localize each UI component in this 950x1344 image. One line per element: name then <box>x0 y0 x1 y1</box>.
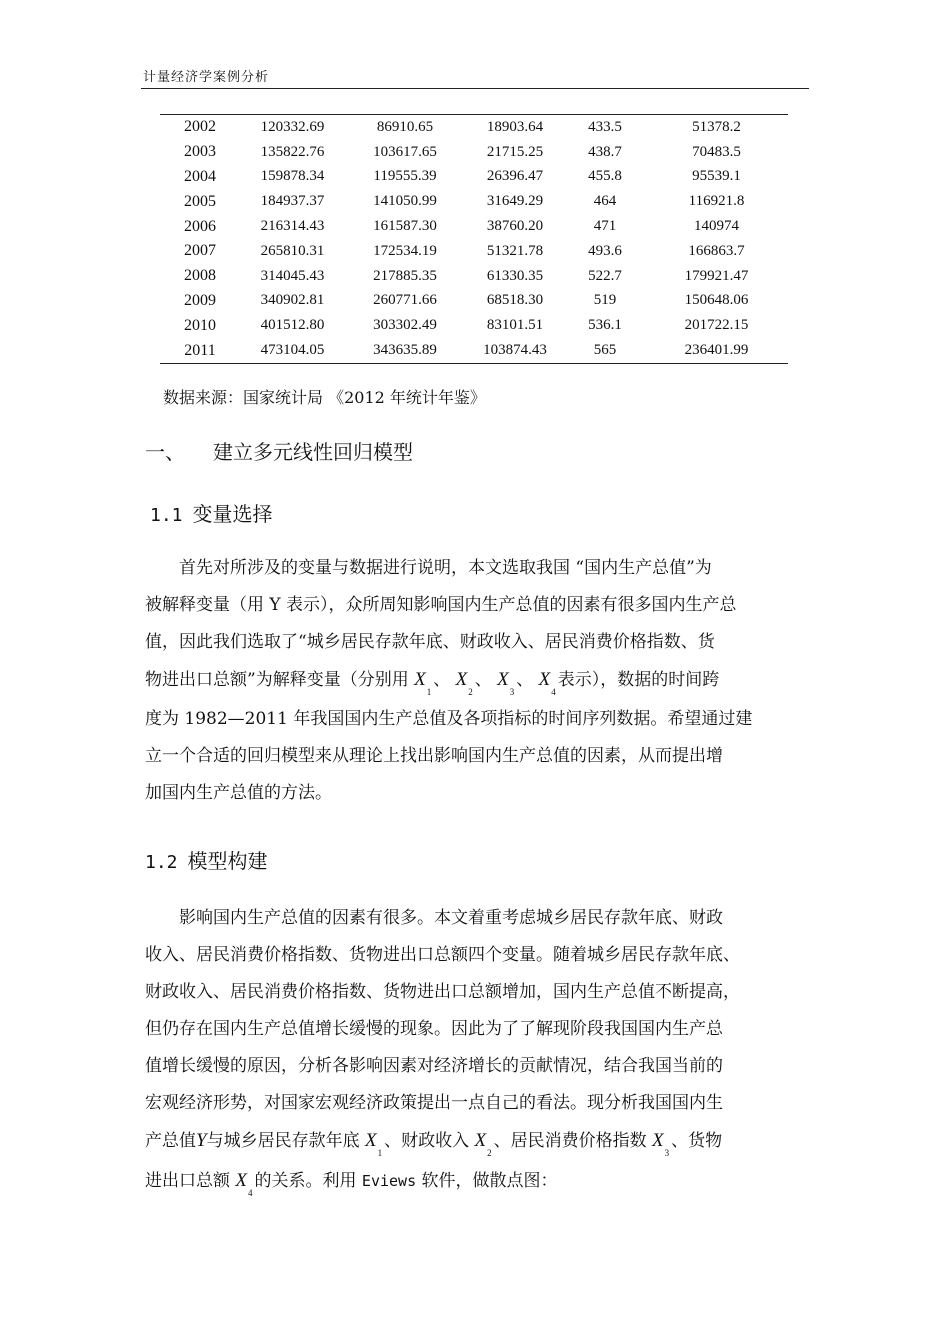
value-cell: 95539.1 <box>692 168 741 185</box>
value-cell: 120332.69 <box>260 118 325 135</box>
paragraph-line: 立一个合适的回归模型来从理论上找出影响国内生产总值的因素，从而提出增 <box>145 746 723 766</box>
year-cell: 2002 <box>184 118 216 136</box>
table-row <box>160 239 788 264</box>
table-row <box>160 214 788 239</box>
value-cell: 433.5 <box>588 118 622 135</box>
text-fragment: 进出口总额 <box>145 1171 230 1191</box>
value-cell: 38760.20 <box>486 218 544 235</box>
year-cell: 2005 <box>184 192 216 210</box>
running-header: 计量经济学案例分析 <box>143 70 270 85</box>
value-cell: 179921.47 <box>684 267 749 284</box>
text-fragment: 的关系。利用 <box>254 1171 357 1191</box>
variable-x: X <box>652 1130 664 1151</box>
paragraph-variable-selection <box>145 550 805 812</box>
value-cell: 565 <box>593 342 617 359</box>
year-cell: 2003 <box>184 143 216 161</box>
value-cell: 159878.34 <box>260 168 325 185</box>
value-cell: 103874.43 <box>483 342 547 359</box>
paragraph-model-construction <box>145 900 805 1202</box>
paragraph-line: 影响国内生产总值的因素有很多。本文着重考虑城乡居民存款年底、财政 <box>179 908 723 928</box>
table-row <box>160 289 788 314</box>
table-row <box>160 189 788 214</box>
value-cell: 473104.05 <box>260 342 325 359</box>
paragraph-line: 收入、居民消费价格指数、货物进出口总额四个变量。随着城乡居民存款年底、 <box>145 945 740 965</box>
paragraph-line: 值，因此我们选取了“城乡居民存款年底、财政收入、居民消费价格指数、货 <box>145 632 715 652</box>
table-row <box>160 313 788 338</box>
subscript: 4 <box>248 1188 253 1198</box>
value-cell: 493.6 <box>588 242 622 259</box>
subscript: 3 <box>664 1148 670 1158</box>
table-row <box>160 165 788 190</box>
value-cell: 161587.30 <box>373 218 437 235</box>
paragraph-line: 度为 1982—2011 年我国国内生产总值及各项指标的时间序列数据。希望通过建 <box>145 709 753 729</box>
value-cell: 438.7 <box>588 143 622 160</box>
subsection-title: 变量选择 <box>192 502 273 526</box>
value-cell: 83101.51 <box>486 317 544 334</box>
subsection-heading-1-1 <box>150 498 273 527</box>
value-cell: 31649.29 <box>486 193 544 210</box>
value-cell: 201722.15 <box>684 317 749 334</box>
year-cell: 2006 <box>184 217 216 235</box>
value-cell: 51321.78 <box>486 242 544 259</box>
value-cell: 522.7 <box>588 267 622 284</box>
paragraph-line: 但仍存在国内生产总值增长缓慢的现象。因此为了了解现阶段我国国内生产总 <box>145 1019 723 1039</box>
year-cell: 2011 <box>184 341 216 359</box>
value-cell: 119555.39 <box>373 168 437 185</box>
value-cell: 21715.25 <box>486 143 544 160</box>
value-cell: 141050.99 <box>373 193 437 210</box>
table-bottom-rule <box>160 363 788 364</box>
text-fragment: 与城乡居民存款年底 <box>206 1131 360 1151</box>
data-table-wrapper <box>160 114 788 364</box>
header-rule <box>141 88 809 89</box>
data-source-note: 数据来源：国家统计局 《2012 年统计年鉴》 <box>163 388 486 407</box>
variable-x: X <box>474 1130 487 1151</box>
subscript: 4 <box>551 687 556 697</box>
separator: 、 <box>474 670 492 690</box>
variable-x: X <box>538 669 551 690</box>
text-fragment: 产总值 <box>145 1131 196 1151</box>
value-cell: 86910.65 <box>376 118 434 135</box>
value-cell: 70483.5 <box>692 143 741 160</box>
subsection-number: 1.2 <box>145 852 178 873</box>
year-cell: 2007 <box>184 242 216 260</box>
paragraph-line: 加国内生产总值的方法。 <box>145 783 332 803</box>
separator: 、 <box>433 670 451 690</box>
paragraph-line <box>145 661 805 701</box>
section-title: 建立多元线性回归模型 <box>213 440 413 464</box>
value-cell: 217885.35 <box>373 267 437 284</box>
value-cell: 265810.31 <box>260 242 325 259</box>
table-row <box>160 264 788 289</box>
value-cell: 184937.37 <box>260 193 325 210</box>
year-cell: 2004 <box>184 167 216 185</box>
subscript: 3 <box>509 687 515 697</box>
value-cell: 116921.8 <box>688 193 745 210</box>
paragraph-line: 值增长缓慢的原因，分析各影响因素对经济增长的贡献情况，结合我国当前的 <box>145 1056 723 1076</box>
paragraph-line <box>145 1162 805 1202</box>
year-cell: 2010 <box>184 316 216 334</box>
value-cell: 455.8 <box>588 168 622 185</box>
variable-x: X <box>497 669 509 690</box>
variable-x: X <box>455 669 468 690</box>
paragraph-line: 宏观经济形势，对国家宏观经济政策提出一点自己的看法。现分析我国国内生 <box>145 1093 723 1113</box>
variable-x: X <box>414 669 426 690</box>
paragraph-line <box>145 1122 805 1162</box>
value-cell: 314045.43 <box>260 267 325 284</box>
table-row <box>160 115 788 140</box>
subscript: 2 <box>468 687 473 697</box>
value-cell: 18903.64 <box>486 118 544 135</box>
value-cell: 61330.35 <box>486 267 544 284</box>
variable-y: Y <box>196 1130 207 1151</box>
variable-x: X <box>364 1130 377 1151</box>
software-name: Eviews <box>361 1172 417 1190</box>
value-cell: 343635.89 <box>373 342 437 359</box>
paragraph-line: 财政收入、居民消费价格指数、货物进出口总额增加，国内生产总值不断提高， <box>145 982 740 1002</box>
text-fragment: 、居民消费价格指数 <box>493 1131 647 1151</box>
text-fragment: 表示），数据的时间跨 <box>557 670 720 690</box>
value-cell: 401512.80 <box>260 317 325 334</box>
separator: 、 <box>516 670 534 690</box>
data-table <box>160 115 788 363</box>
table-row <box>160 140 788 165</box>
text-fragment: 、货物 <box>671 1131 723 1151</box>
value-cell: 519 <box>593 292 617 309</box>
value-cell: 26396.47 <box>486 168 544 185</box>
value-cell: 464 <box>593 193 617 210</box>
section-heading-1 <box>145 436 413 465</box>
value-cell: 536.1 <box>588 317 622 334</box>
subscript: 1 <box>377 1148 383 1158</box>
value-cell: 216314.43 <box>260 218 325 235</box>
value-cell: 140974 <box>694 218 739 235</box>
text-fragment: 软件，做散点图： <box>421 1171 558 1191</box>
value-cell: 172534.19 <box>373 242 437 259</box>
year-cell: 2009 <box>184 291 216 309</box>
value-cell: 340902.81 <box>260 292 325 309</box>
value-cell: 166863.7 <box>688 242 745 259</box>
subscript: 1 <box>426 687 432 697</box>
value-cell: 51378.2 <box>692 118 741 135</box>
value-cell: 135822.76 <box>260 143 325 160</box>
variable-x: X <box>235 1170 248 1191</box>
value-cell: 68518.30 <box>486 292 544 309</box>
subscript: 2 <box>487 1148 492 1158</box>
value-cell: 236401.99 <box>684 342 749 359</box>
subsection-heading-1-2 <box>145 845 268 874</box>
subsection-number: 1.1 <box>150 505 183 526</box>
subsection-title: 模型构建 <box>187 849 268 873</box>
paragraph-line: 首先对所涉及的变量与数据进行说明，本文选取我国 “国内生产总值”为 <box>179 558 712 578</box>
value-cell: 260771.66 <box>373 292 437 309</box>
year-cell: 2008 <box>184 267 216 285</box>
paragraph-line: 被解释变量（用 Y 表示），众所周知影响国内生产总值的因素有很多国内生产总 <box>145 595 737 615</box>
value-cell: 103617.65 <box>373 143 437 160</box>
value-cell: 303302.49 <box>373 317 437 334</box>
text-fragment: 、财政收入 <box>384 1131 470 1151</box>
text-fragment: 物进出口总额”为解释变量（分别用 <box>145 670 409 690</box>
section-number: 一、 <box>145 440 185 464</box>
value-cell: 150648.06 <box>684 292 749 309</box>
value-cell: 471 <box>593 218 617 235</box>
table-row <box>160 338 788 363</box>
